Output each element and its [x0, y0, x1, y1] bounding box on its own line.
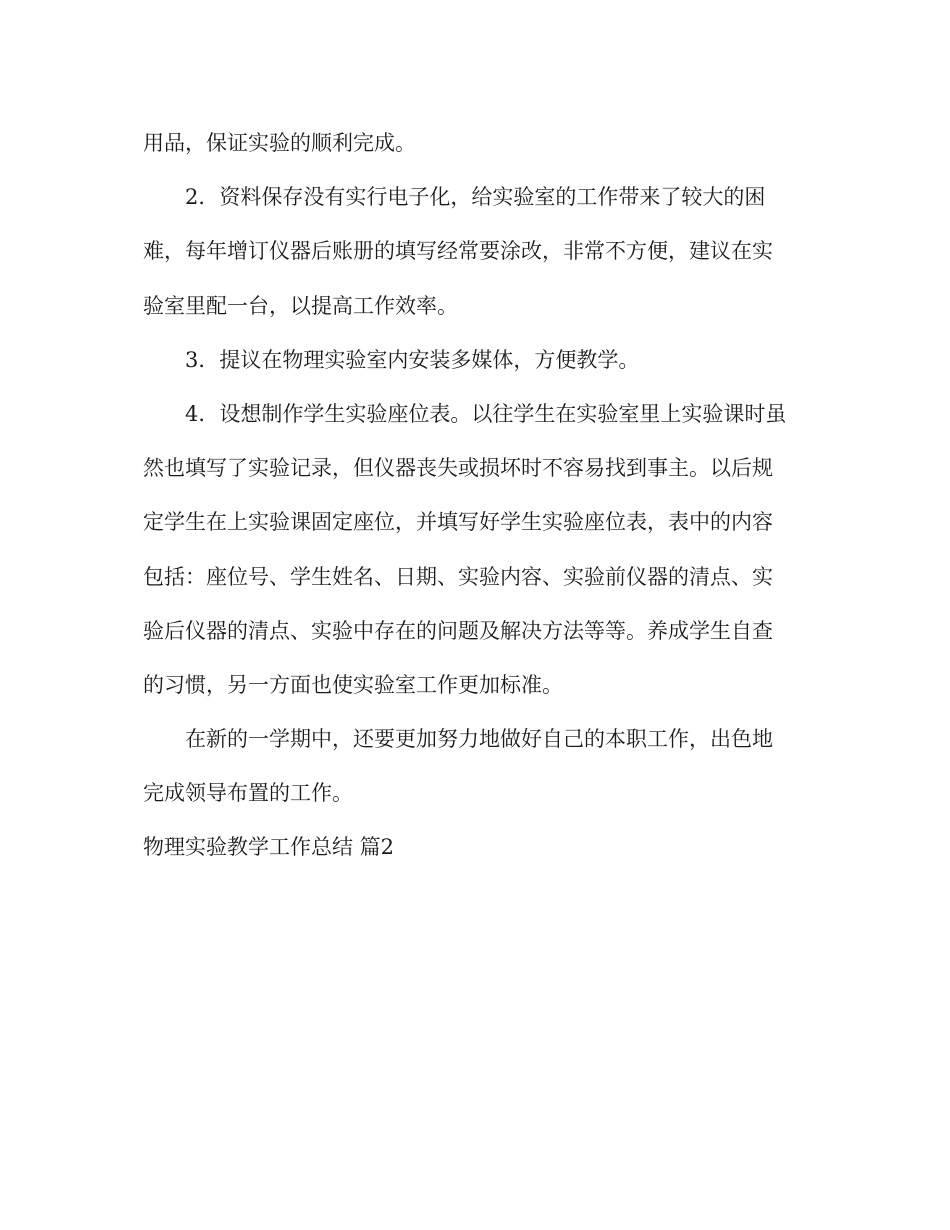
paragraph-line: 2．资料保存没有实行电子化，给实验室的工作带来了较大的困: [185, 185, 766, 210]
paragraph-line: 在新的一学期中，还要更加努力地做好自己的本职工作，出色地: [185, 727, 773, 752]
paragraph-line: 4．设想制作学生实验座位表。以往学生在实验室里上实验课时虽: [185, 401, 787, 426]
paragraph-line: 验室里配一台，以提高工作效率。: [143, 293, 458, 318]
paragraph-line: 验后仪器的清点、实验中存在的问题及解决方法等等。养成学生自查: [143, 618, 773, 643]
paragraph-line: 的习惯，另一方面也使实验室工作更加标准。: [143, 672, 563, 697]
paragraph-line: 完成领导布置的工作。: [143, 781, 353, 806]
paragraph-line: 定学生在上实验课固定座位，并填写好学生实验座位表，表中的内容: [143, 510, 773, 535]
section-heading: 物理实验教学工作总结 篇2: [143, 835, 395, 860]
document-body: [143, 122, 807, 881]
paragraph-line: 用品，保证实验的顺利完成。: [143, 131, 416, 155]
paragraph-line: 3．提议在物理实验室内安装多媒体，方便教学。: [185, 347, 640, 372]
paragraph-line: 然也填写了实验记录，但仪器丧失或损坏时不容易找到事主。以后规: [143, 456, 773, 481]
paragraph-line: 包括：座位号、学生姓名、日期、实验内容、实验前仪器的清点、实: [143, 564, 773, 589]
paragraph-line: 难，每年增订仪器后账册的填写经常要涂改，非常不方便，建议在实: [143, 239, 773, 264]
